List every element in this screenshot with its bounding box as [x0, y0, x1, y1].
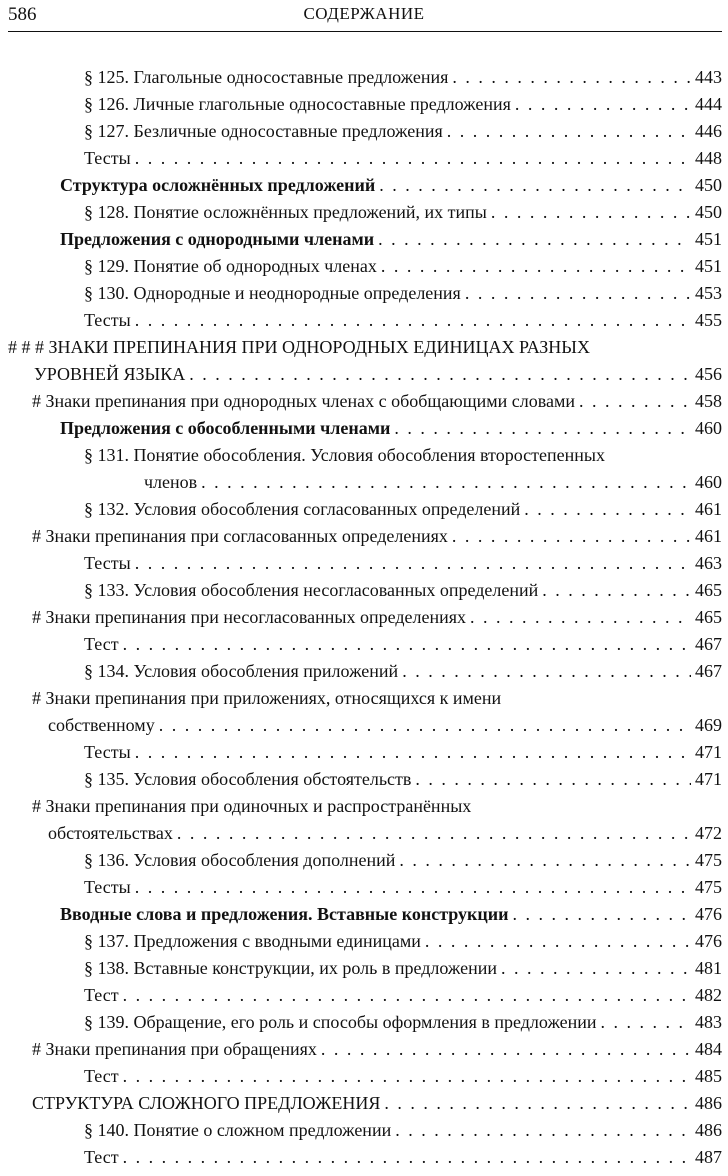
toc-entry — [0, 523, 728, 550]
toc-entry-title: Предложения с однородными членами — [60, 229, 375, 249]
toc-page-number: 461 — [695, 499, 722, 519]
dot-leader — [123, 1063, 691, 1090]
toc-entry — [0, 928, 728, 955]
toc-page-number: 485 — [695, 1066, 722, 1086]
toc-entry-line — [60, 226, 722, 253]
toc-entry — [0, 388, 728, 415]
toc-page-number: 451 — [695, 256, 722, 276]
toc-entry-line — [32, 793, 471, 820]
toc-entry — [0, 550, 728, 577]
toc-entry-title: членов — [144, 472, 198, 492]
toc-entry-line — [84, 253, 722, 280]
dot-leader — [135, 874, 691, 901]
toc-page-number: 456 — [695, 364, 722, 384]
toc-page-number: 465 — [695, 580, 722, 600]
toc-page-number: 450 — [695, 202, 722, 222]
dot-leader — [395, 1117, 691, 1144]
toc-entry — [0, 91, 728, 118]
toc-page-number: 476 — [695, 931, 722, 951]
toc-entry-title: § 138. Вставные конструкции, их роль в предложении — [84, 958, 497, 978]
toc-entry-title: § 125. Глагольные односоставные предложения — [84, 67, 449, 87]
toc-entry-line — [84, 631, 722, 658]
toc-entry-line — [84, 64, 722, 91]
toc-page-number: 469 — [695, 715, 722, 735]
toc-entry-title: § 134. Условия обособления приложений — [84, 661, 399, 681]
toc-entry-title: Вводные слова и предложения. Вставные конструкции — [60, 904, 509, 924]
toc-entry-line — [84, 577, 722, 604]
toc-entry-title: # Знаки препинания при однородных членах с обобщающими словами — [32, 391, 575, 411]
toc-entry-line — [60, 901, 722, 928]
table-of-contents — [0, 64, 728, 1171]
toc-entry-line — [48, 712, 722, 739]
dot-leader — [452, 64, 691, 91]
dot-leader — [501, 955, 691, 982]
toc-entry-title: # Знаки препинания при несогласованных определениях — [32, 607, 466, 627]
toc-entry-line — [84, 307, 722, 334]
toc-entry-title: § 129. Понятие об однородных членах — [84, 256, 377, 276]
toc-entry-title: § 131. Понятие обособления. Условия обособления второстепенных — [84, 445, 605, 465]
toc-entry-title: § 132. Условия обособления согласованных определений — [84, 499, 521, 519]
toc-entry-line — [34, 361, 722, 388]
toc-page-number: 475 — [695, 877, 722, 897]
toc-entry — [0, 766, 728, 793]
dot-leader — [447, 118, 691, 145]
toc-entry — [0, 955, 728, 982]
dot-leader — [425, 928, 691, 955]
toc-entry-line — [84, 658, 722, 685]
toc-entry-title: # # # ЗНАКИ ПРЕПИНАНИЯ ПРИ ОДНОРОДНЫХ ЕДИНИЦАХ РАЗНЫХ — [8, 337, 590, 357]
toc-entry-title: Предложения с обособленными членами — [60, 418, 391, 438]
toc-page-number: 446 — [695, 121, 722, 141]
toc-entry — [0, 334, 728, 388]
toc-entry-title: Тест — [84, 1066, 119, 1086]
toc-entry-title: Тест — [84, 634, 119, 654]
toc-entry — [0, 199, 728, 226]
toc-entry — [0, 631, 728, 658]
dot-leader — [579, 388, 691, 415]
toc-page-number: 476 — [695, 904, 722, 924]
dot-leader — [135, 550, 691, 577]
toc-page-number: 443 — [695, 67, 722, 87]
toc-page-number: 450 — [695, 175, 722, 195]
toc-entry-title: Тест — [84, 985, 119, 1005]
toc-entry — [0, 793, 728, 847]
toc-entry — [0, 280, 728, 307]
toc-entry-line — [84, 874, 722, 901]
toc-entry-line — [84, 199, 722, 226]
toc-entry-title: СТРУКТУРА СЛОЖНОГО ПРЕДЛОЖЕНИЯ — [32, 1093, 381, 1113]
toc-entry-title: § 126. Личные глагольные односоставные предложения — [84, 94, 511, 114]
toc-entry — [0, 307, 728, 334]
dot-leader — [189, 361, 691, 388]
page-header — [0, 0, 728, 30]
toc-entry-line — [32, 523, 722, 550]
toc-entry-line — [84, 955, 722, 982]
toc-page-number: 487 — [695, 1147, 722, 1167]
toc-page-number: 472 — [695, 823, 722, 843]
toc-page-number: 471 — [695, 769, 722, 789]
dot-leader — [123, 1144, 691, 1171]
toc-page-number: 444 — [695, 94, 722, 114]
dot-leader — [402, 658, 691, 685]
toc-entry-line — [8, 334, 590, 361]
dot-leader — [542, 577, 691, 604]
toc-entry-line — [84, 766, 722, 793]
toc-page-number: 467 — [695, 634, 722, 654]
toc-entry — [0, 118, 728, 145]
toc-entry-line — [84, 1117, 722, 1144]
dot-leader — [452, 523, 691, 550]
toc-entry-title: § 136. Условия обособления дополнений — [84, 850, 396, 870]
toc-page-number: 483 — [695, 1012, 722, 1032]
toc-page-number: 460 — [695, 472, 722, 492]
toc-entry — [0, 496, 728, 523]
toc-entry-title: Тесты — [84, 553, 131, 573]
toc-entry — [0, 415, 728, 442]
dot-leader — [379, 172, 691, 199]
toc-entry — [0, 577, 728, 604]
toc-entry-line — [84, 280, 722, 307]
toc-entry — [0, 685, 728, 739]
toc-page-number: 451 — [695, 229, 722, 249]
toc-entry-title: § 127. Безличные односоставные предложения — [84, 121, 443, 141]
toc-entry-line — [84, 1063, 722, 1090]
toc-entry-title: Тесты — [84, 877, 131, 897]
toc-entry — [0, 901, 728, 928]
toc-entry-title: обстоятельствах — [48, 823, 173, 843]
toc-page-number: 484 — [695, 1039, 722, 1059]
toc-page-number: 465 — [695, 607, 722, 627]
toc-entry-line — [84, 1009, 722, 1036]
toc-entry-line — [84, 847, 722, 874]
toc-entry-line — [84, 1144, 722, 1171]
dot-leader — [135, 307, 691, 334]
toc-entry-line — [84, 496, 722, 523]
toc-entry — [0, 1117, 728, 1144]
dot-leader — [399, 847, 691, 874]
toc-entry-line — [84, 739, 722, 766]
toc-page-number: 458 — [695, 391, 722, 411]
toc-entry-line — [32, 1090, 722, 1117]
toc-entry-line — [84, 550, 722, 577]
toc-entry-line — [32, 604, 722, 631]
toc-page-number: 455 — [695, 310, 722, 330]
dot-leader — [384, 1090, 691, 1117]
dot-leader — [491, 199, 691, 226]
toc-entry-title: § 139. Обращение, его роль и способы оформления в предложении — [84, 1012, 597, 1032]
toc-entry-title: § 133. Условия обособления несогласованных определений — [84, 580, 539, 600]
toc-entry-line — [32, 388, 722, 415]
dot-leader — [177, 820, 691, 847]
toc-entry-line — [48, 820, 722, 847]
toc-entry-title: # Знаки препинания при обращениях — [32, 1039, 317, 1059]
toc-entry-title: собственному — [48, 715, 155, 735]
toc-entry — [0, 658, 728, 685]
dot-leader — [470, 604, 691, 631]
dot-leader — [394, 415, 691, 442]
toc-page-number: 482 — [695, 985, 722, 1005]
toc-entry — [0, 982, 728, 1009]
toc-entry — [0, 442, 728, 496]
toc-entry — [0, 64, 728, 91]
page-number: 586 — [8, 4, 37, 25]
dot-leader — [123, 982, 691, 1009]
toc-entry-title: Тест — [84, 1147, 119, 1167]
toc-entry-line — [84, 118, 722, 145]
toc-entry-title: Тесты — [84, 310, 131, 330]
dot-leader — [415, 766, 691, 793]
toc-entry-line — [144, 469, 722, 496]
toc-entry — [0, 226, 728, 253]
toc-entry-title: § 140. Понятие о сложном предложении — [84, 1120, 392, 1140]
toc-entry-line — [84, 91, 722, 118]
toc-entry — [0, 1144, 728, 1171]
toc-entry-title: # Знаки препинания при одиночных и распространённых — [32, 796, 472, 816]
dot-leader — [378, 226, 691, 253]
toc-entry-line — [32, 685, 501, 712]
toc-entry — [0, 172, 728, 199]
toc-entry-title: § 137. Предложения с вводными единицами — [84, 931, 421, 951]
header-rule — [8, 31, 722, 32]
dot-leader — [321, 1036, 691, 1063]
toc-entry-title: # Знаки препинания при согласованных определениях — [32, 526, 448, 546]
toc-page-number: 486 — [695, 1120, 722, 1140]
toc-entry-title: Структура осложнённых предложений — [60, 175, 376, 195]
toc-entry-title: УРОВНЕЙ ЯЗЫКА — [34, 364, 186, 384]
toc-entry — [0, 1036, 728, 1063]
toc-entry-title: § 135. Условия обособления обстоятельств — [84, 769, 412, 789]
toc-entry-title: # Знаки препинания при приложениях, относящихся к имени — [32, 688, 502, 708]
toc-entry — [0, 604, 728, 631]
toc-entry-line — [84, 145, 722, 172]
toc-entry-line — [84, 928, 722, 955]
toc-page-number: 463 — [695, 553, 722, 573]
toc-entry-line — [84, 442, 605, 469]
toc-entry-line — [60, 415, 722, 442]
toc-entry — [0, 739, 728, 766]
toc-page-number: 467 — [695, 661, 722, 681]
toc-entry — [0, 1063, 728, 1090]
dot-leader — [135, 739, 691, 766]
dot-leader — [601, 1009, 691, 1036]
toc-page-number: 486 — [695, 1093, 722, 1113]
toc-entry-title: § 128. Понятие осложнённых предложений, их типы — [84, 202, 487, 222]
toc-entry — [0, 145, 728, 172]
toc-entry — [0, 874, 728, 901]
dot-leader — [123, 631, 691, 658]
toc-entry — [0, 253, 728, 280]
toc-page-number: 471 — [695, 742, 722, 762]
toc-page-number: 448 — [695, 148, 722, 168]
dot-leader — [465, 280, 691, 307]
toc-entry-title: Тесты — [84, 742, 131, 762]
toc-page-number: 461 — [695, 526, 722, 546]
toc-entry — [0, 847, 728, 874]
toc-entry-line — [60, 172, 722, 199]
dot-leader — [381, 253, 691, 280]
dot-leader — [135, 145, 691, 172]
dot-leader — [159, 712, 691, 739]
toc-entry-line — [32, 1036, 722, 1063]
toc-entry-title: § 130. Однородные и неоднородные определения — [84, 283, 461, 303]
toc-page-number: 460 — [695, 418, 722, 438]
toc-entry-line — [84, 982, 722, 1009]
toc-entry — [0, 1090, 728, 1117]
dot-leader — [513, 901, 691, 928]
toc-entry-title: Тесты — [84, 148, 131, 168]
toc-page-number: 475 — [695, 850, 722, 870]
running-title: СОДЕРЖАНИЕ — [303, 4, 425, 23]
dot-leader — [515, 91, 691, 118]
dot-leader — [201, 469, 691, 496]
toc-entry — [0, 1009, 728, 1036]
toc-page-number: 453 — [695, 283, 722, 303]
dot-leader — [524, 496, 691, 523]
toc-page-number: 481 — [695, 958, 722, 978]
